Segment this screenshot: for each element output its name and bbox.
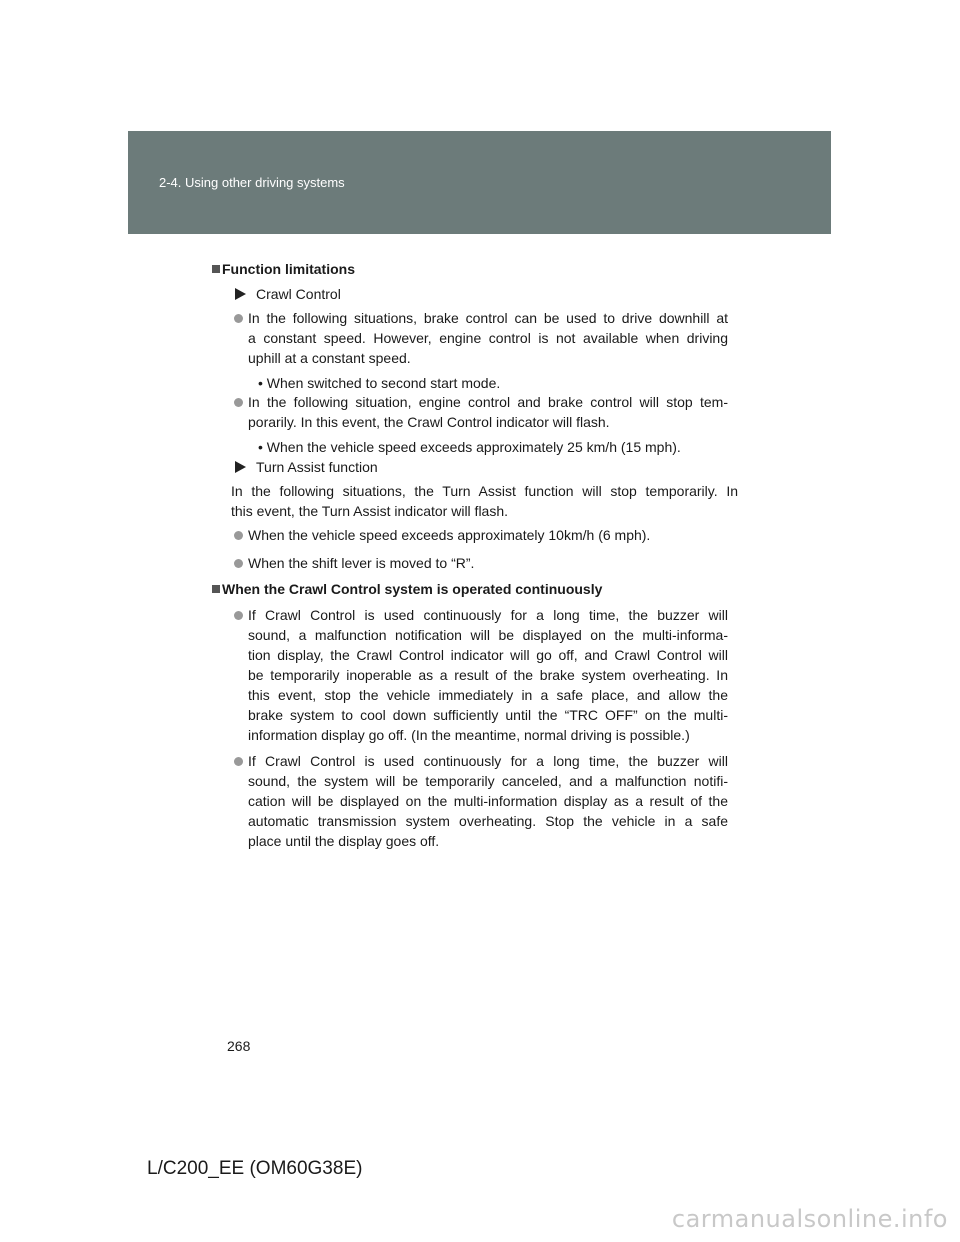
paragraph-line: When the shift lever is moved to “R”. xyxy=(248,555,475,571)
paragraph-line: In the following situations, the Turn Assist function will stop temporarily. In xyxy=(231,483,738,499)
paragraph-line: In the following situation, engine control and brake control will stop tem- xyxy=(248,394,728,410)
circle-bullet-icon xyxy=(234,611,243,620)
square-bullet-icon xyxy=(212,585,220,593)
paragraph-line: be temporarily inoperable as a result of the brake system overheating. In xyxy=(248,667,728,683)
page-number: 268 xyxy=(227,1038,251,1054)
paragraph-line: sound, a malfunction notification will be displayed on the multi-informa- xyxy=(248,627,728,643)
paragraph-line: automatic transmission system overheating. Stop the vehicle in a safe xyxy=(248,813,728,829)
document-code: L/C200_EE (OM60G38E) xyxy=(147,1158,363,1179)
heading-function-limitations: Function limitations xyxy=(222,261,355,277)
circle-bullet-icon xyxy=(234,398,243,407)
paragraph-line: sound, the system will be temporarily canceled, and a malfunction notifi- xyxy=(248,773,728,789)
circle-bullet-icon xyxy=(234,531,243,540)
watermark-text: carmanualsonline.info xyxy=(671,1205,948,1233)
paragraph-line: When the vehicle speed exceeds approximately 10km/h (6 mph). xyxy=(248,527,651,543)
paragraph-line: cation will be displayed on the multi-information display as a result of the xyxy=(248,793,728,809)
heading-continuous-operation: When the Crawl Control system is operated continuously xyxy=(222,581,603,597)
circle-bullet-icon xyxy=(234,559,243,568)
paragraph-line: brake system to cool down sufficiently until the “TRC OFF” on the multi- xyxy=(248,707,728,723)
paragraph-line: uphill at a constant speed. xyxy=(248,350,411,366)
paragraph-line: a constant speed. However, engine control is not available when driving xyxy=(248,330,728,346)
sub-bullet-line: • When the vehicle speed exceeds approximately 25 km/h (15 mph). xyxy=(258,439,681,455)
paragraph-line: porarily. In this event, the Crawl Control indicator will flash. xyxy=(248,414,610,430)
section-title: 2-4. Using other driving systems xyxy=(159,175,345,190)
sub-bullet-line: • When switched to second start mode. xyxy=(258,375,501,391)
subheading-turn-assist: Turn Assist function xyxy=(256,459,378,475)
paragraph-line: place until the display goes off. xyxy=(248,833,440,849)
paragraph-line: this event, the Turn Assist indicator will flash. xyxy=(231,503,509,519)
paragraph-line: this event, stop the vehicle immediately in a safe place, and allow the xyxy=(248,687,728,703)
circle-bullet-icon xyxy=(234,757,243,766)
paragraph-line: In the following situations, brake control can be used to drive downhill at xyxy=(248,310,728,326)
paragraph-line: If Crawl Control is used continuously for a long time, the buzzer will xyxy=(248,753,728,769)
circle-bullet-icon xyxy=(234,314,243,323)
paragraph-line: tion display, the Crawl Control indicator will go off, and Crawl Control will xyxy=(248,647,728,663)
paragraph-line: information display go off. (In the meantime, normal driving is possible.) xyxy=(248,727,690,743)
triangle-marker-icon xyxy=(235,288,246,300)
paragraph-line: If Crawl Control is used continuously for a long time, the buzzer will xyxy=(248,607,728,623)
triangle-marker-icon xyxy=(235,461,246,473)
subheading-crawl-control: Crawl Control xyxy=(256,286,341,302)
section-header-bar xyxy=(128,131,831,234)
square-bullet-icon xyxy=(212,265,220,273)
